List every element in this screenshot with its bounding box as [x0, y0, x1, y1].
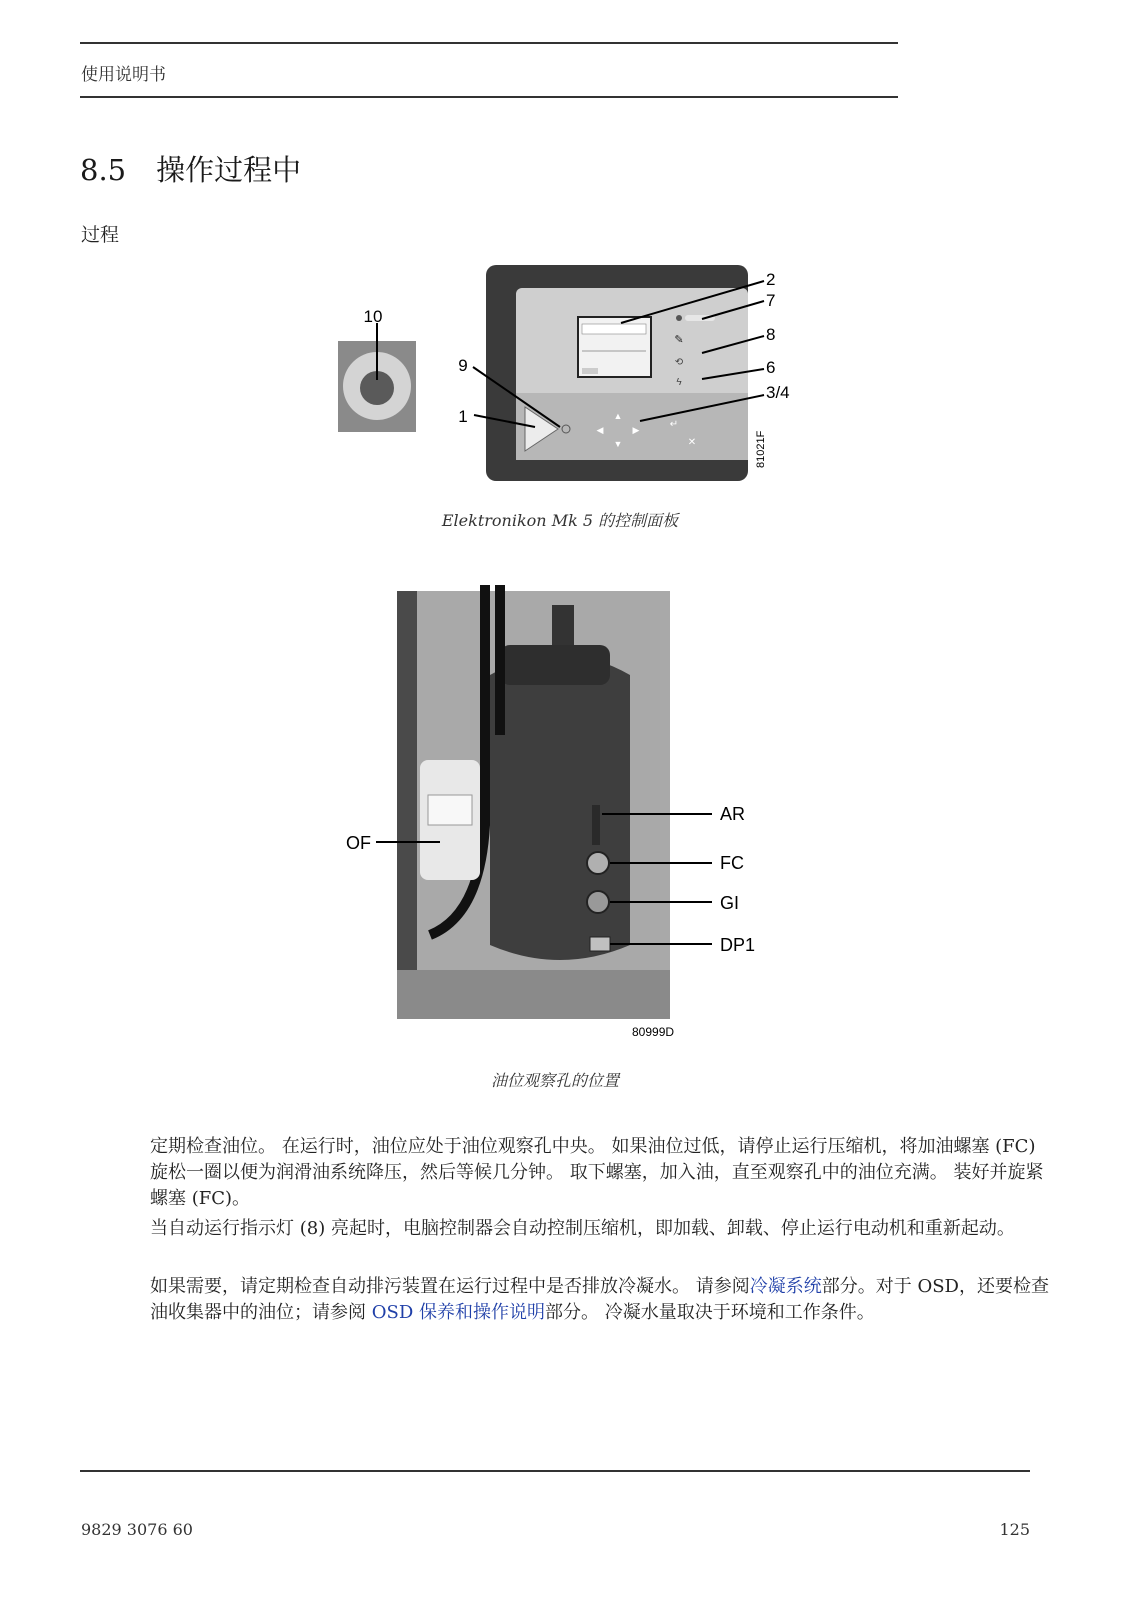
enter-icon: ↵ — [669, 419, 679, 430]
header-rule-bottom — [80, 96, 898, 98]
paragraph-text: 部分。对于 OSD，还要检查油收集器中的油位；请参阅 — [150, 1276, 1049, 1323]
section-title: 操作过程中 — [156, 153, 302, 187]
callout-ar: AR — [720, 804, 746, 824]
callout-gi: GI — [720, 893, 740, 913]
figure2-caption: 油位观察孔的位置 — [490, 1071, 619, 1090]
escape-icon: ✕ — [687, 437, 697, 448]
callout-of: OF — [346, 833, 371, 853]
section-number: 8.5 — [80, 153, 127, 187]
callout-7: 7 — [766, 291, 776, 310]
compressor-body — [490, 655, 630, 960]
figure-code: 80999D — [632, 1025, 675, 1039]
paragraph-text: 如果需要，请定期检查自动排污装置在运行过程中是否排放冷凝水。 请参阅 — [150, 1276, 750, 1297]
doc-number: 9829 3076 60 — [81, 1520, 193, 1539]
filler-plug — [587, 852, 609, 874]
figure1-caption: Elektronikon Mk 5 的控制面板 — [441, 511, 679, 530]
drain-plug — [590, 937, 610, 951]
callout-fc: FC — [720, 853, 744, 873]
service-icon: ✎ — [674, 334, 684, 346]
footer-rule — [80, 1470, 1030, 1472]
paragraph-auto-light: 当自动运行指示灯 (8) 亮起时，电脑控制器会自动控制压缩机，即加载、卸载、停止运行电动机和重新起动。 — [150, 1218, 1015, 1239]
header-rule-top — [80, 42, 898, 44]
paragraph-text: 部分。 冷凝水量取决于环境和工作条件。 — [544, 1302, 875, 1323]
header-title: 使用说明书 — [81, 65, 166, 85]
callout-10: 10 — [363, 307, 383, 326]
paragraph-condensate — [150, 1274, 1050, 1326]
control-panel-figure — [330, 255, 810, 490]
condensate-system-link[interactable]: 冷凝系统 — [749, 1276, 822, 1297]
callout-1: 1 — [458, 407, 468, 426]
up-arrow-icon: ▲ — [613, 411, 623, 421]
oil-level-figure — [340, 585, 770, 1045]
callout-8: 8 — [766, 325, 776, 344]
callout-dp1: DP1 — [720, 935, 756, 955]
sight-glass — [587, 891, 609, 913]
auto-icon: ⟲ — [674, 357, 684, 368]
callout-3-4: 3/4 — [766, 383, 790, 402]
subheading: 过程 — [81, 224, 120, 246]
voltage-icon: ϟ — [676, 377, 682, 388]
page-number: 125 — [999, 1520, 1030, 1539]
left-arrow-icon: ◀ — [596, 425, 604, 435]
power-icon — [676, 315, 682, 321]
right-arrow-icon: ▶ — [632, 425, 640, 435]
down-arrow-icon: ▼ — [613, 439, 623, 449]
callout-6: 6 — [766, 358, 776, 377]
air-release — [592, 805, 600, 845]
osd-maintenance-link[interactable]: OSD 保养和操作说明 — [371, 1302, 545, 1323]
callout-2: 2 — [766, 270, 776, 289]
figure-code: 81021F — [755, 430, 767, 468]
section-heading — [80, 148, 301, 189]
callout-9: 9 — [458, 356, 468, 375]
paragraph-oil-check: 定期检查油位。 在运行时，油位应处于油位观察孔中央。 如果油位过低，请停止运行压缩机，将加油螺塞 (FC) 旋松一圈以便为润滑油系统降压，然后等候几分钟。 取下螺塞，加入油，直至观察孔中的油位充满。 装好并旋紧螺塞 (FC)。 — [150, 1136, 1044, 1209]
